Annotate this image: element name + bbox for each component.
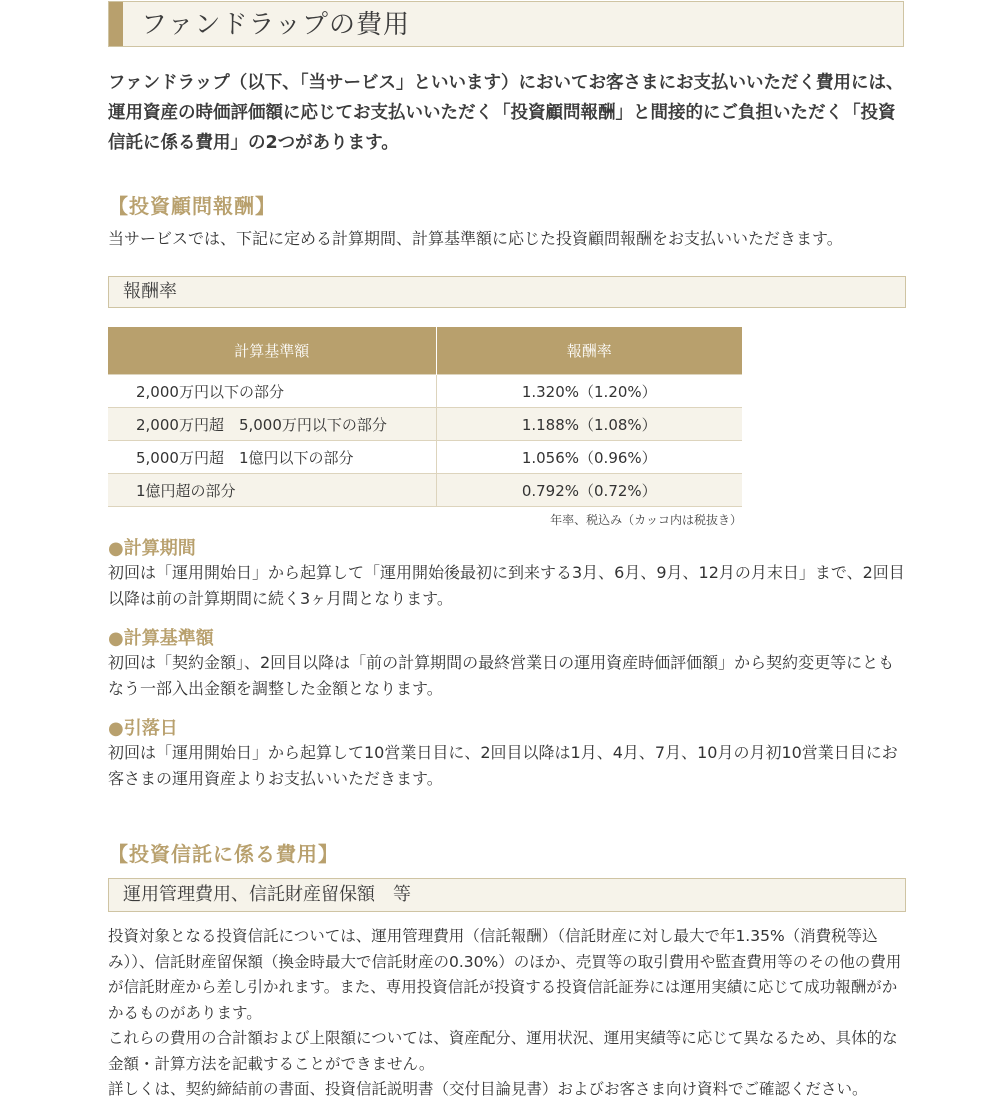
rate-heading — [108, 276, 906, 308]
table-row — [108, 375, 742, 408]
table-cell-rate: 1.188%（1.08%） — [436, 408, 742, 441]
column-header-base: 計算基準額 — [108, 327, 436, 375]
table-row — [108, 441, 742, 474]
advisory-fee-lead: 当サービスでは、下記に定める計算期間、計算基準額に応じた投資顧問報酬をお支払いいただきます。 — [108, 229, 843, 248]
column-header-rate: 報酬率 — [436, 327, 742, 375]
calc-base-title: ●計算基準額 — [108, 628, 214, 649]
table-cell-rate: 1.056%（0.96%） — [436, 441, 742, 474]
trust-cost-heading-label: 運用管理費用、信託財産留保額 等 — [123, 884, 411, 905]
advisory-fee-title: 【投資顧問報酬】 — [108, 194, 276, 218]
main-heading — [108, 1, 904, 47]
table-cell-rate: 0.792%（0.72%） — [436, 474, 742, 507]
table-note: 年率、税込み（カッコ内は税抜き） — [550, 513, 742, 527]
calc-base-body: 初回は「契約金額」、2回目以降は「前の計算期間の最終営業日の運用資産時価評価額」から契約変更等にともなう一部入出金額を調整した金額となります。 — [108, 653, 895, 698]
table-cell-base: 2,000万円以下の部分 — [108, 375, 436, 408]
rate-heading-label: 報酬率 — [123, 281, 177, 302]
table-row — [108, 474, 742, 507]
trust-cost-paragraph: 投資対象となる投資信託については、運用管理費用（信託報酬）（信託財産に対し最大で年1.35%（消費税等込み））、信託財産留保額（換金時最大で信託財産の0.30%）のほか、売買等の取引費用や監査費用等のその他の費用が信託財産から差し引かれます。また、専用投資信託が投資する投資信託証券には運用実績に応じて成功報酬がかかるものがあります。 — [108, 927, 902, 1022]
trust-cost-paragraph: 詳しくは、契約締結前の書面、投資信託説明書（交付目論見書）およびお客さま向け資料でご確認ください。 — [108, 1080, 868, 1098]
page-title: ファンドラップの費用 — [141, 10, 410, 40]
table-cell-base: 2,000万円超 5,000万円以下の部分 — [108, 408, 436, 441]
calc-period-title: ●計算期間 — [108, 538, 196, 559]
table-row — [108, 408, 742, 441]
intro-paragraph: ファンドラップ（以下、「当サービス」といいます）においてお客さまにお支払いいただく費用には、運用資産の時価評価額に応じてお支払いいただく「投資顧問報酬」と間接的にご負担いただく「投資信託に係る費用」の2つがあります。 — [108, 73, 904, 153]
table-cell-base: 5,000万円超 1億円以下の部分 — [108, 441, 436, 474]
debit-date-body: 初回は「運用開始日」から起算して10営業日目に、2回目以降は1月、4月、7月、10月の月初10営業日目にお客さまの運用資産よりお支払いいただきます。 — [108, 743, 898, 788]
table-cell-base: 1億円超の部分 — [108, 474, 436, 507]
trust-cost-title: 【投資信託に係る費用】 — [108, 842, 339, 866]
heading-accent-bar — [109, 2, 123, 46]
trust-cost-body — [108, 924, 908, 1103]
debit-date-title: ●引落日 — [108, 718, 178, 739]
trust-cost-paragraph: これらの費用の合計額および上限額については、資産配分、運用状況、運用実績等に応じて異なるため、具体的な金額・計算方法を記載することができません。 — [108, 1029, 898, 1073]
table-cell-rate: 1.320%（1.20%） — [436, 375, 742, 408]
trust-cost-heading — [108, 878, 906, 912]
table-header-row — [108, 327, 742, 375]
fee-rate-table — [108, 327, 742, 507]
calc-period-body: 初回は「運用開始日」から起算して「運用開始後最初に到来する3月、6月、9月、12月の月末日」まで、2回目以降は前の計算期間に続く3ヶ月間となります。 — [108, 563, 905, 608]
